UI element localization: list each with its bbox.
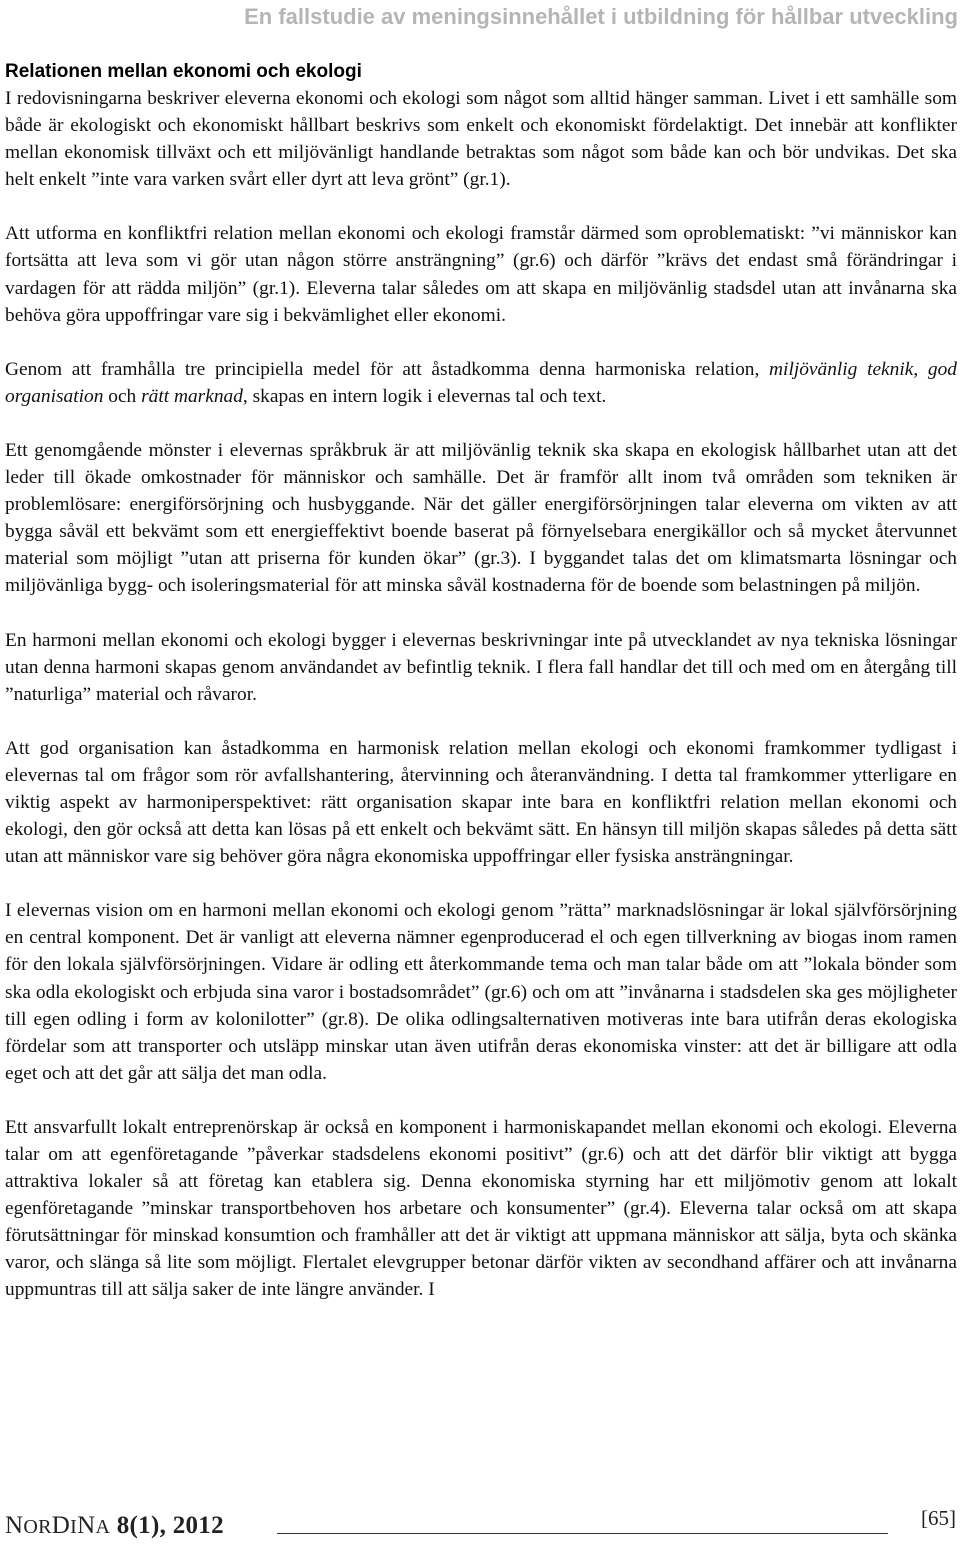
- journal-letter: A: [95, 1516, 111, 1538]
- paragraph-text: Genom att framhålla tre principiella medel för att åstadkomma denna harmoniska relation,: [5, 358, 770, 380]
- paragraph: Att utforma en konfliktfri relation mellan ekonomi och ekologi framstår därmed som oproblematiskt: ”vi människor kan fortsätta att leva som vi gör utan någon större ansträngning” (gr.6) och därför ”krävs det endast små förändringar i vardagen för att rädda miljön” (gr.1). Eleverna talar således om att skapa en miljövänlig stadsdel utan att invånarna ska behöva göra uppoffringar vare sig i bekvämlighet eller ekonomi.: [5, 223, 957, 326]
- journal-letter: N: [5, 1512, 24, 1539]
- footer-rule: [277, 1533, 888, 1534]
- journal-letter: OR: [23, 1516, 52, 1538]
- term-god-organisation: god organisation: [5, 358, 957, 407]
- paragraph: [5, 356, 957, 410]
- term-miljovanlig-teknik: miljövänlig teknik: [769, 358, 914, 380]
- page-footer: [5, 1506, 956, 1548]
- journal-letter: N: [77, 1512, 96, 1539]
- paragraph: Ett genomgående mönster i elevernas språkbruk är att miljövänlig teknik ska skapa en ekologisk hållbarhet utan att det leder till ökade omkostnader för människor och samhälle. Det är framför allt inom två områden som tekniken är problemlösare: energiförsörjning och husbyggande. När det gäller energiförsörjningen talar eleverna om vikten av att bygga såväl ett bekvämt som ett energieffektivt boende baserat på förnyelsebara energikällor och så mycket återvunnet material som möjligt ”utan att priserna för kunden ökar” (gr.3). I byggandet talas det om klimatsmarta lösningar och miljövänliga bygg- och isoleringsmaterial för att minska såväl kostnaderna för de boende som belastningen på miljön.: [5, 439, 957, 597]
- term-ratt-marknad: rätt marknad: [141, 385, 243, 407]
- page-number: [65]: [921, 1506, 956, 1530]
- paragraph-text: och: [103, 385, 142, 407]
- paragraph: Att god organisation kan åstadkomma en harmonisk relation mellan ekologi och ekonomi framkommer tydligast i elevernas tal om frågor som rör avfallshantering, återvinning och återanvändning. I detta tal framkommer ytterligare en viktig aspekt av harmoniperspektivet: rätt organisation skapar inte bara en konfliktfri relation mellan ekonomi och ekologi, den gör också att detta kan lösas på ett enkelt och bekvämt sätt. En hänsyn till miljön skapas således på detta sätt utan att människor vare sig behöver göra några ekonomiska uppoffringar eller fysiska ansträngningar.: [5, 737, 957, 868]
- journal-letter: D: [51, 1512, 71, 1539]
- paragraph: Ett ansvarfullt lokalt entreprenörskap är också en komponent i harmoniskapandet mellan ekonomi och ekologi. Eleverna talar om att egenföretagande ”påverkar stadsdelens ekonomi positivt” (gr.6) och att det därför blir viktigt att bygga attraktiva lokaler så att företag kan etablera sig. Denna ekonomiska styrning har ett miljömotiv genom att lokalt egenföretagande ”minskar transportbehoven hos arbetare och konsumenter” (gr.4). Eleverna talar också om att skapa förutsättningar för minskad konsumtion och framhåller att det är viktigt att uppmana människor att sälja, byta och skänka varor, och slänga så lite som möjligt. Flertalet elevgrupper betonar därför vikten av secondhand affärer och att invånarna uppmuntras till att sälja saker de inte längre använder. I: [5, 1116, 957, 1301]
- paragraph-text: , skapas en intern logik i elevernas tal och text.: [242, 385, 607, 407]
- paragraph-text: ,: [913, 358, 928, 380]
- paragraph: En harmoni mellan ekonomi och ekologi bygger i elevernas beskrivningar inte på utvecklandet av nya tekniska lösningar utan denna harmoni skapas genom användandet av befintlig teknik. I flera fall handlar det till och med om en återgång till ”naturliga” material och råvaror.: [5, 629, 957, 705]
- section-heading: Relationen mellan ekonomi och ekologi: [5, 61, 362, 82]
- journal-name: [5, 1512, 224, 1540]
- running-header: En fallstudie av meningsinnehållet i utbildning för hållbar utveckling: [244, 4, 958, 29]
- journal-issue: 8(1), 2012: [116, 1512, 224, 1539]
- article-body: [5, 58, 957, 1304]
- paragraph: I redovisningarna beskriver eleverna ekonomi och ekologi som något som alltid hänger samman. Livet i ett samhälle som både är ekologiskt och ekonomiskt hållbart beskrivs som enkelt och ekonomiskt fördelaktigt. Det innebär att konflikter mellan ekonomisk tillväxt och ett miljövänligt handlande betraktas som något som både kan och bör undvikas. Det ska helt enkelt ”inte vara varken svårt eller dyrt att leva grönt” (gr.1).: [5, 88, 957, 191]
- journal-letter: I: [70, 1516, 78, 1538]
- paragraph: I elevernas vision om en harmoni mellan ekonomi och ekologi genom ”rätta” marknadslösningar är lokal självförsörjning en central komponent. Det är vanligt att eleverna nämner egenproducerad el och egen tillverkning av biogas inom ramen för den lokala självförsörjningen. Vidare är odling ett återkommande tema och man talar både om att ”lokala bönder som ska odla ekologiskt och erbjuda sina varor i bostadsområdet” (gr.6) och om att ”invånarna i stadsdelen ska ges möjligheter till egen odling i form av kolonilotter” (gr.8). De olika odlingsalternativen motiveras inte bara utifrån deras ekologiska fördelar som att transporter och utsläpp minskar utan även utifrån deras ekonomiska vinster: att det är billigare att odla eget och att det går att sälja det man odla.: [5, 900, 957, 1084]
